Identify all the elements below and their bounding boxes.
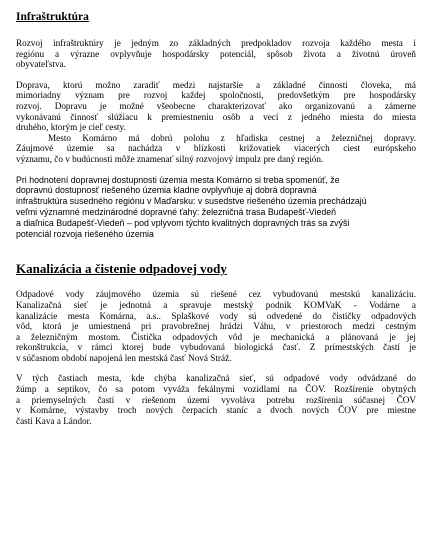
text-line: rozvoj. Dopravu je možné všeobecne charakterizovať ako organizovanú a zámerne [16, 100, 416, 111]
paragraph-accessibility [16, 175, 416, 240]
text-line: Mesto Komárno má dobrú polohu z hľadiska cestnej a železničnej dopravy. [48, 132, 416, 143]
text-line: žúmp a septikov, čo sa potom vyváža fekálnymi vozidlami na ČOV. Rozšírenie obytných [16, 384, 416, 395]
paragraph-sewerage [16, 289, 416, 363]
text-line: v Komárne, výstavby troch nových čerpacích staníc a dvoch nových ČOV pre miestne [16, 405, 416, 416]
text-line: v súčasnom období napojená len mestská časť Nová Stráž. [16, 352, 232, 363]
text-line: vôd, ktorá je umiestnená pri pravobrežnej hrádzi Váhu, v priestoroch medzi cestným [16, 321, 416, 332]
section-title-sewerage: Kanalizácia a čistenie odpadovej vody [16, 261, 227, 277]
text-line: obyvateľstva. [16, 59, 66, 70]
text-line: Záujmové územie sa nachádza v blízkosti križovatiek viacerých ciest európskeho [16, 143, 416, 154]
text-line: regiónu a výrazne ovplyvňuje hospodársky potenciál, spôsob života a životnú úroveň [16, 48, 416, 59]
paragraph-infrastructure-intro [16, 38, 416, 70]
text-line: Rozvoj infraštruktúry je jedným zo základných predpokladov rozvoja každého mesta i [16, 38, 416, 48]
text-line: a diaľnica Budapešť-Viedeň – pod vplyvom týchto kvalitných dopravných trás sa zvýši [16, 217, 350, 228]
text-line: významu, čo v budúcnosti môže znamenať silný rozvojový impulz pre daný región. [16, 153, 324, 164]
text-line: Kanalizačná sieť je jednotná a spravuje mestský podnik KOMVaK - Vodárne a [16, 299, 416, 310]
text-line: veľmi významné medzinárodné dopravné ťahy: železničná trasa Budapešť-Viedeň [16, 206, 337, 217]
text-line: Pri hodnotení dopravnej dostupnosti územia mesta Komárno si treba spomenúť, že [16, 174, 340, 185]
text-line: Odpadové vody záujmového územia sú riešené cez vybudovanú mestskú kanalizáciu. [16, 289, 416, 300]
paragraph-cesspools [16, 373, 416, 426]
text-line: potenciál rozvoja riešeného územia [16, 228, 154, 239]
document-page [16, 10, 416, 436]
text-line: Doprava, ktorú možno zaradiť medzi najstaršie a základné činnosti človeka, má [16, 79, 416, 90]
text-line: mimoriadny význam pre rozvoj každej spoločnosti, predovšetkým pre hospodársky [16, 90, 416, 101]
paragraph-transport [16, 80, 416, 165]
text-line: a priemyselných častí v riešenom území vyvoláva potrebu rozšírenia súčasnej ČOV [16, 394, 416, 405]
text-line: V tých častiach mesta, kde chýba kanalizačná sieť, sú odpadové vody odvádzané do [16, 373, 416, 384]
text-line: vykonávanú činnosť slúžiacu k premiestneniu osôb a vecí z jedného miesta do miesta [16, 111, 416, 122]
text-line: kanalizácie mesta Komárna, a.s.. Splaškové vody sú odvedené do čističky odpadových [16, 310, 416, 321]
text-line: časti Kava a Lándor. [16, 415, 92, 426]
text-line: a železničným mostom. Čistička odpadových vôd je mechanická a plánovaná je jej [16, 331, 416, 342]
section-title-infrastructure: Infraštruktúra [16, 11, 89, 23]
text-line: infraštruktúra susedného regiónu v Maďarsku: v susedstve riešeného územia prechádzajú [16, 196, 367, 207]
text-line: druhého, ktorým je cieľ cesty. [16, 122, 126, 133]
text-line: dopravnú dostupnosť riešeného územia kladne ovplyvňuje aj dobrá dopravná [16, 185, 317, 196]
text-line: rekonštrukcia, v rámci ktorej bude vybudovaná biologická časť. Z prímestských častí je [16, 342, 416, 353]
